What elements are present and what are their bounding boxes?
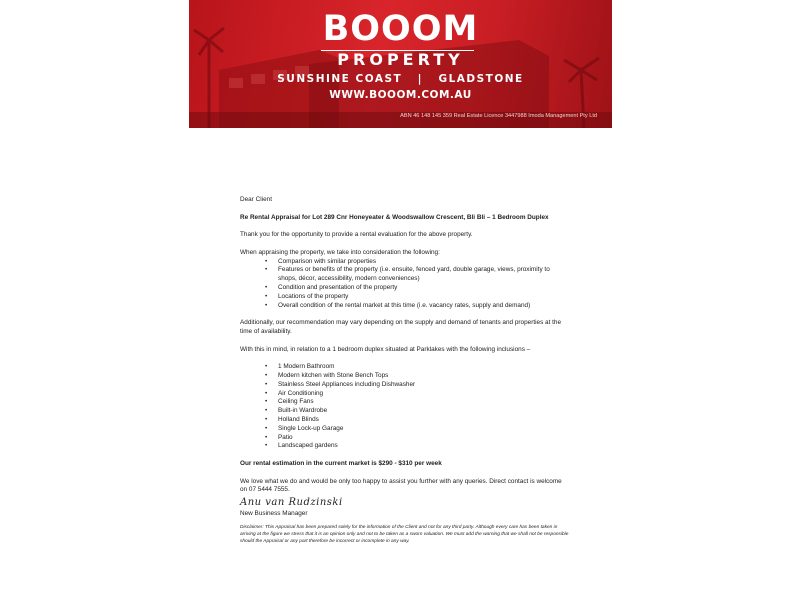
signer-title: New Business Manager [240, 509, 308, 517]
inclusions-list [240, 363, 570, 451]
abn-licence: ABN 46 148 145 359 Real Estate Licence 3447988 Imoda Management Pty Ltd [400, 113, 597, 119]
list-item: • Features or benefits of the property (i.e. ensuite, fenced yard, double garage, views, proximity to shops, décor, accessibility, modern conveniences) [240, 266, 570, 284]
brand-website: WWW.BOOOM.COM.AU [329, 89, 472, 101]
list-item: • Overall condition of the rental market at this time (i.e. vacancy rates, supply and demand) [240, 302, 570, 311]
list-item: • Stainless Steel Appliances including Dishwasher [240, 381, 570, 390]
list-item: • Air Conditioning [240, 390, 570, 399]
list-item: • Modern kitchen with Stone Bench Tops [240, 372, 570, 381]
header-banner [189, 0, 612, 128]
list-item: • Comparison with similar properties [240, 258, 570, 267]
brand-sub: PROPERTY [337, 50, 464, 69]
list-item: • Landscaped gardens [240, 442, 570, 451]
list-item: • Built-in Wardrobe [240, 407, 570, 416]
list-item: • Condition and presentation of the property [240, 284, 570, 293]
disclaimer: Disclaimer: This Appraisal has been prepared solely for the information of the Client and not for any third party. Although every care has been taken in arriving at the figure we stress that it is an opinion only and not to be taken as a sworn valuation. We must add the warning that we shall not be responsible should the Appraisal or any part therefore be incorrect or incomplete in any way. [240, 524, 569, 544]
list-item: • Single Lock-up Garage [240, 425, 570, 434]
closing-paragraph: We love what we do and would be only too happy to assist you further with any queries. Direct contact is welcome on 07 5444 7555. [240, 477, 562, 494]
brand-locations: SUNSHINE COAST | GLADSTONE [277, 73, 524, 85]
signature: Anu van Rudzinski [240, 497, 343, 509]
letter-body [240, 196, 570, 545]
list-item: • Locations of the property [240, 293, 570, 302]
criteria-list [240, 258, 570, 311]
thanks-paragraph: Thank you for the opportunity to provide a rental evaluation for the above property. [240, 231, 473, 239]
list-item: • 1 Modern Bathroom [240, 363, 570, 372]
list-item: • Holland Blinds [240, 416, 570, 425]
criteria-intro: When appraising the property, we take into consideration the following: [240, 248, 440, 256]
additionally-paragraph: Additionally, our recommendation may vary depending on the supply and demand of tenants and properties at the time of availability. [240, 319, 562, 335]
inclusions-intro: With this in mind, in relation to a 1 bedroom duplex situated at Parklakes with the following inclusions – [240, 345, 531, 353]
brand-logo: BOOOM [322, 9, 479, 49]
rental-estimate: Our rental estimation in the current market is $290 - $310 per week [240, 459, 442, 467]
list-item: • Ceiling Fans [240, 398, 570, 407]
salutation: Dear Client [240, 196, 272, 203]
list-item: • Patio [240, 434, 570, 443]
subject-line: Re Rental Appraisal for Lot 289 Cnr Honeyeater & Woodswallow Crescent, Bli Bli – 1 Bedroom Duplex [240, 213, 549, 221]
